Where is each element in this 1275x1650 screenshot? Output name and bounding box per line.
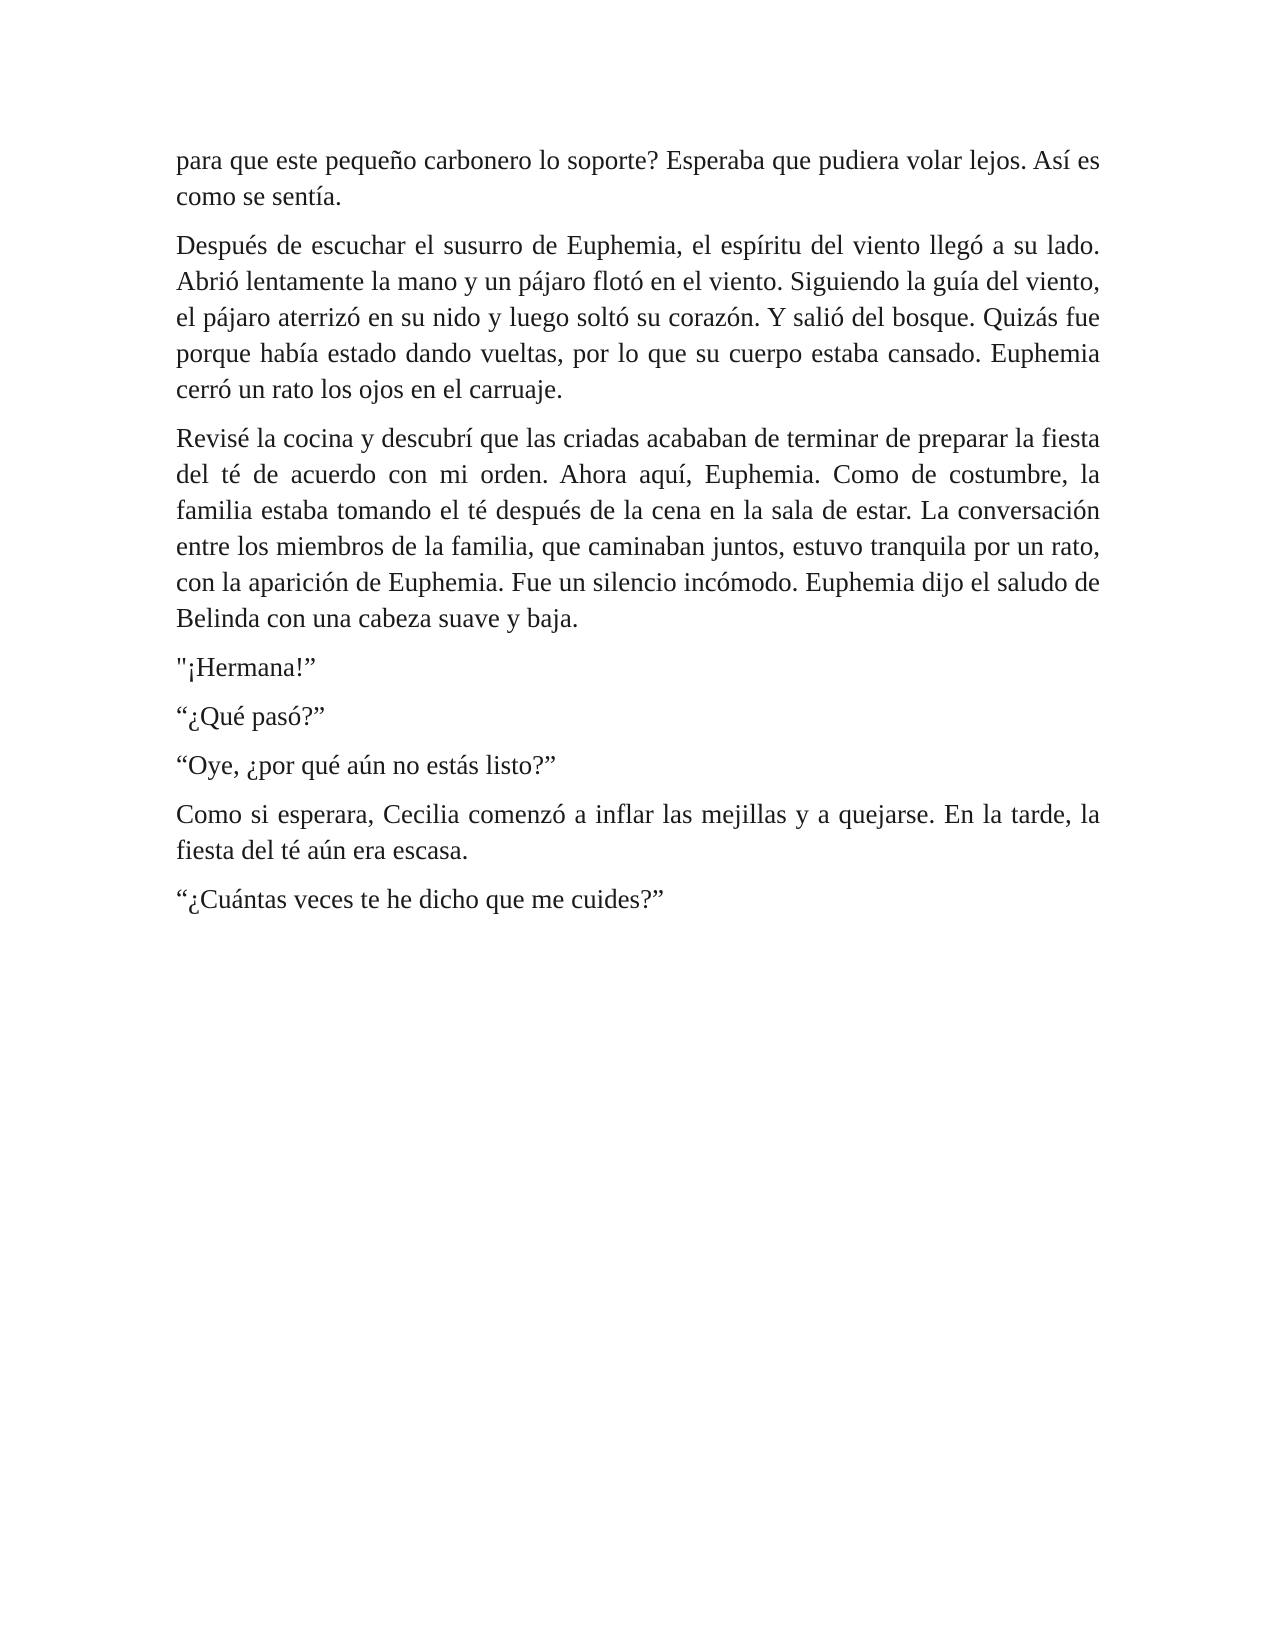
dialogue-que-paso: “¿Qué pasó?” (176, 701, 326, 731)
paragraph-1: para que este pequeño carbonero lo soporte? Esperaba que pudiera volar lejos. Así es como se sentía. (176, 145, 1100, 211)
paragraph-cecilia: Como si esperara, Cecilia comenzó a inflar las mejillas y a quejarse. En la tarde, la fiesta del té aún era escasa. (176, 799, 1100, 865)
body-text (176, 142, 1100, 930)
paragraph-3: Revisé la cocina y descubrí que las criadas acababan de terminar de preparar la fiesta del té de acuerdo con mi orden. Ahora aquí, Euphemia. Como de costumbre, la familia estaba tomando el té después de la cena en la sala de estar. La conversación entre los miembros de la familia, que caminaban juntos, estuvo tranquila por un rato, con la aparición de Euphemia. Fue un silencio incómodo. Euphemia dijo el saludo de Belinda con una cabeza suave y baja. (176, 423, 1100, 633)
dialogue-oye: “Oye, ¿por qué aún no estás listo?” (176, 750, 557, 780)
paragraph-2: Después de escuchar el susurro de Euphemia, el espíritu del viento llegó a su lado. Abrió lentamente la mano y un pájaro flotó en el viento. Siguiendo la guía del viento, el pájaro aterrizó en su nido y luego soltó su corazón. Y salió del bosque. Quizás fue porque había estado dando vueltas, por lo que su cuerpo estaba cansado. Euphemia cerró un rato los ojos en el carruaje. (176, 230, 1100, 404)
dialogue-hermana: "¡Hermana!” (176, 652, 316, 682)
dialogue-cuantas-veces: “¿Cuántas veces te he dicho que me cuides?” (176, 884, 665, 914)
